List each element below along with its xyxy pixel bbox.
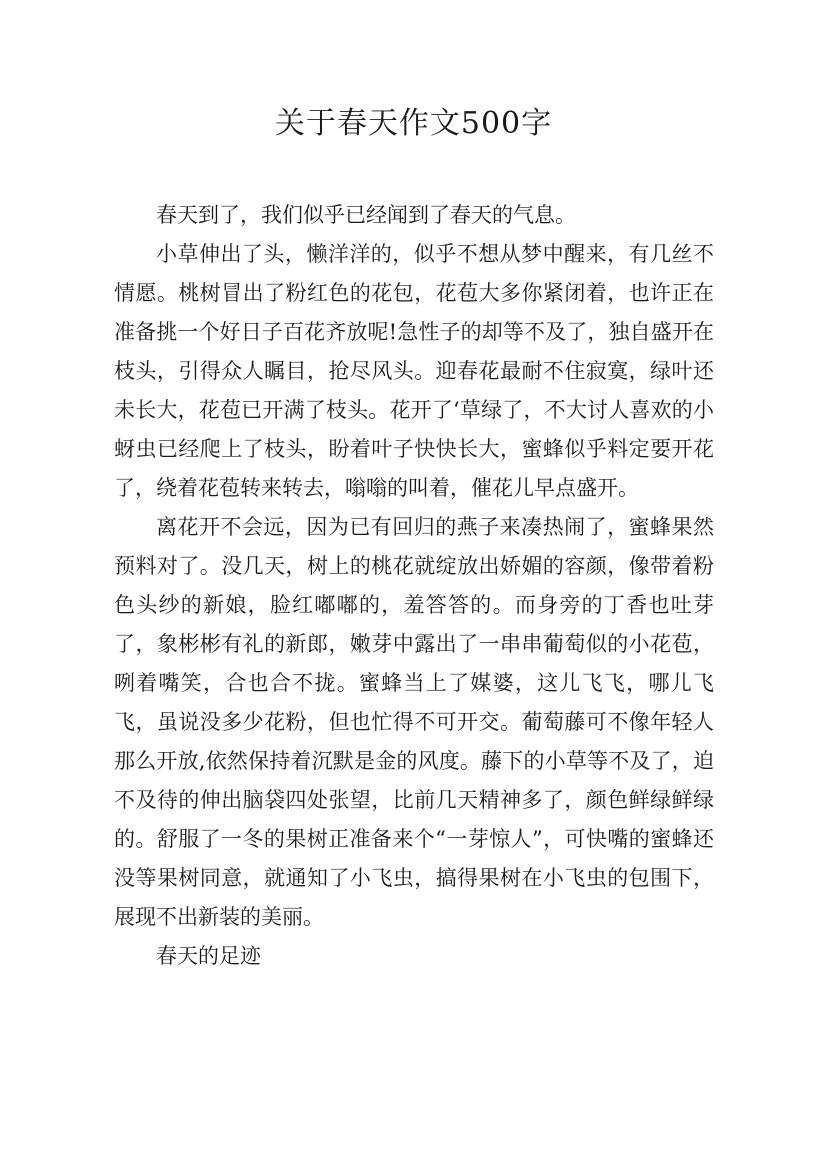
paragraph-3: 离花开不会远，因为已有回归的燕子来凑热闹了，蜜蜂果然预料对了。没几天，树上的桃花就绽放出娇媚的容颜，像带着粉色头纱的新娘，脸红嘟嘟的，羞答答的。而身旁的丁香也吐芽了，象彬彬有礼的新郎，嫩芽中露出了一串串葡萄似的小花苞，咧着嘴笑，合也合不拢。蜜蜂当上了媒婆，这儿飞飞，哪儿飞飞，虽说没多少花粉，但也忙得不可开交。葡萄藤可不像年轻人那么开放,依然保持着沉默是金的风度。藤下的小草等不及了，迫不及待的伸出脑袋四处张望，比前几天精神多了，颜色鲜绿鲜绿的。舒服了一冬的果树正准备来个“一芽惊人”，可快嘴的蜜蜂还没等果树同意，就通知了小飞虫，搞得果树在小飞虫的包围下，展现不出新装的美丽。 <box>114 515 714 929</box>
document-title: 关于春天作文500字 <box>274 106 553 141</box>
paragraph-1: 春天到了，我们似乎已经闻到了春天的气息。 <box>156 203 576 227</box>
paragraph-2: 小草伸出了头，懒洋洋的，似乎不想从梦中醒来，有几丝不情愿。桃树冒出了粉红色的花包，花苞大多你紧闭着，也许正在准备挑一个好日子百花齐放呢!急性子的却等不及了，独自盛开在枝头，引得众人瞩目，抢尽风头。迎春花最耐不住寂寞，绿叶还未长大，花苞已开满了枝头。花开了‘草绿了，不大讨人喜欢的小蚜虫已经爬上了枝头，盼着叶子快快长大，蜜蜂似乎料定要开花了，绕着花苞转来转去，嗡嗡的叫着，催花儿早点盛开。 <box>114 242 714 500</box>
paragraph-4: 春天的足迹 <box>156 944 261 968</box>
document-body <box>114 196 714 976</box>
